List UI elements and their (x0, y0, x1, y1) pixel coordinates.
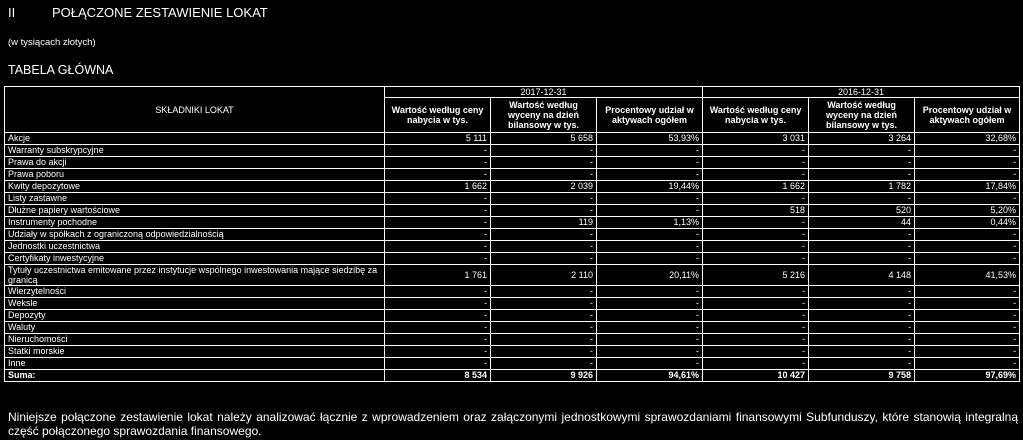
row-value: - (703, 253, 809, 265)
row-value: 19,44% (597, 181, 703, 193)
table-title: TABELA GŁÓWNA (8, 63, 114, 77)
section-heading (8, 5, 268, 20)
row-value: - (597, 322, 703, 334)
row-value: 8 534 (385, 370, 491, 382)
row-value: - (915, 241, 1020, 253)
row-value: - (809, 145, 915, 157)
row-value: - (385, 229, 491, 241)
row-value: - (703, 358, 809, 370)
row-value: 97,69% (915, 370, 1020, 382)
unit-note: (w tysiącach złotych) (8, 37, 96, 48)
section-title: POŁĄCZONE ZESTAWIENIE LOKAT (52, 5, 268, 20)
table-row (5, 310, 1020, 322)
row-value: - (385, 145, 491, 157)
row-value: 1 662 (703, 181, 809, 193)
row-label: Statki morskie (5, 346, 385, 358)
row-label: Udziały w spółkach z ograniczoną odpowiedzialnością (5, 229, 385, 241)
row-value: - (385, 193, 491, 205)
row-value: - (491, 229, 597, 241)
row-value: - (385, 346, 491, 358)
row-value: - (597, 229, 703, 241)
row-value: - (597, 298, 703, 310)
row-value: 119 (491, 217, 597, 229)
row-value: - (597, 193, 703, 205)
row-value: 32,68% (915, 133, 1020, 145)
investments-table (4, 86, 1020, 382)
table-row (5, 265, 1020, 286)
row-value: - (385, 358, 491, 370)
row-value: - (385, 241, 491, 253)
col-header-valuation: Wartość według wyceny na dzień bilansowy w tys. (809, 98, 915, 133)
table-row (5, 133, 1020, 145)
row-value: 1,13% (597, 217, 703, 229)
row-value: - (915, 298, 1020, 310)
row-value: - (385, 334, 491, 346)
row-value: - (915, 193, 1020, 205)
row-value: - (491, 322, 597, 334)
period-header-2016: 2016-12-31 (703, 87, 1020, 98)
row-value: - (597, 169, 703, 181)
row-value: 41,53% (915, 265, 1020, 286)
col-header-valuation: Wartość według wyceny na dzień bilansowy w tys. (491, 98, 597, 133)
col-header-share: Procentowy udział w aktywach ogółem (915, 98, 1020, 133)
row-value: 53,93% (597, 133, 703, 145)
row-value: - (597, 253, 703, 265)
table-row (5, 217, 1020, 229)
row-value: - (385, 205, 491, 217)
row-value: - (491, 241, 597, 253)
row-value: - (491, 298, 597, 310)
row-value: - (915, 334, 1020, 346)
row-value: 3 264 (809, 133, 915, 145)
row-value: - (703, 193, 809, 205)
col-header-share: Procentowy udział w aktywach ogółem (597, 98, 703, 133)
row-value: 5 111 (385, 133, 491, 145)
row-value: - (597, 334, 703, 346)
row-value: 5 658 (491, 133, 597, 145)
table-row (5, 298, 1020, 310)
row-value: - (703, 229, 809, 241)
row-label: Depozyty (5, 310, 385, 322)
row-value: - (597, 358, 703, 370)
row-value: - (915, 310, 1020, 322)
row-label: Prawa poboru (5, 169, 385, 181)
row-value: - (597, 145, 703, 157)
row-value: - (809, 157, 915, 169)
row-value: - (703, 157, 809, 169)
component-header: SKŁADNIKI LOKAT (5, 87, 385, 133)
row-value: 518 (703, 205, 809, 217)
row-label: Jednostki uczestnictwa (5, 241, 385, 253)
row-label: Waluty (5, 322, 385, 334)
row-label: Akcje (5, 133, 385, 145)
row-value: - (491, 286, 597, 298)
row-label: Inne (5, 358, 385, 370)
row-value: - (703, 145, 809, 157)
row-label: Dłużne papiery wartościowe (5, 205, 385, 217)
row-label: Weksle (5, 298, 385, 310)
row-value: 44 (809, 217, 915, 229)
table-row (5, 205, 1020, 217)
row-label: Wierzytelności (5, 286, 385, 298)
row-value: - (809, 241, 915, 253)
row-value: - (809, 193, 915, 205)
row-value: - (597, 241, 703, 253)
table-row (5, 322, 1020, 334)
row-value: 9 758 (809, 370, 915, 382)
table-row (5, 253, 1020, 265)
row-value: - (703, 286, 809, 298)
row-value: - (385, 286, 491, 298)
table-row (5, 145, 1020, 157)
table-row (5, 358, 1020, 370)
row-value: - (915, 145, 1020, 157)
row-value: - (703, 346, 809, 358)
row-value: - (915, 229, 1020, 241)
table-row (5, 181, 1020, 193)
row-value: - (491, 169, 597, 181)
row-value: 1 782 (809, 181, 915, 193)
row-value: 4 148 (809, 265, 915, 286)
row-value: 0,44% (915, 217, 1020, 229)
sum-row (5, 370, 1020, 382)
col-header-cost: Wartość według ceny nabycia w tys. (703, 98, 809, 133)
row-value: - (809, 310, 915, 322)
table-body (5, 133, 1020, 382)
row-value: 5,20% (915, 205, 1020, 217)
table-row (5, 334, 1020, 346)
row-value: 1 662 (385, 181, 491, 193)
row-value: - (809, 358, 915, 370)
row-value: 20,11% (597, 265, 703, 286)
row-value: 1 761 (385, 265, 491, 286)
row-value: - (491, 310, 597, 322)
table-row (5, 241, 1020, 253)
row-label: Certyfikaty inwestycyjne (5, 253, 385, 265)
row-value: - (809, 346, 915, 358)
row-value: - (491, 205, 597, 217)
row-value: 10 427 (703, 370, 809, 382)
row-value: 94,61% (597, 370, 703, 382)
row-value: - (915, 157, 1020, 169)
row-value: 17,84% (915, 181, 1020, 193)
row-label: Suma: (5, 370, 385, 382)
row-value: - (703, 322, 809, 334)
row-value: - (703, 310, 809, 322)
row-value: - (491, 346, 597, 358)
row-value: - (809, 229, 915, 241)
row-value: - (703, 241, 809, 253)
footnote: Niniejsze połączone zestawienie lokat należy analizować łącznie z wprowadzeniem oraz załączonymi jednostkowymi sprawozdaniami finansowymi Subfunduszy, które stanowią integralną część połączonego sprawozdania finansowego. (8, 410, 1018, 438)
row-label: Prawa do akcji (5, 157, 385, 169)
row-value: - (809, 169, 915, 181)
row-value: - (491, 157, 597, 169)
row-value: - (915, 253, 1020, 265)
row-value: - (385, 157, 491, 169)
row-value: - (385, 322, 491, 334)
row-label: Instrumenty pochodne (5, 217, 385, 229)
row-value: 5 216 (703, 265, 809, 286)
row-value: 520 (809, 205, 915, 217)
row-value: - (809, 334, 915, 346)
row-value: - (915, 322, 1020, 334)
row-value: - (915, 346, 1020, 358)
row-value: - (385, 169, 491, 181)
row-label: Nieruchomości (5, 334, 385, 346)
table-row (5, 346, 1020, 358)
row-value: - (915, 358, 1020, 370)
row-value: - (809, 253, 915, 265)
row-label: Warranty subskrypcyjne (5, 145, 385, 157)
table-row (5, 193, 1020, 205)
row-value: - (703, 334, 809, 346)
row-value: - (597, 346, 703, 358)
row-value: - (385, 298, 491, 310)
row-value: - (491, 334, 597, 346)
row-value: - (491, 358, 597, 370)
period-header-2017: 2017-12-31 (385, 87, 703, 98)
row-value: - (915, 169, 1020, 181)
row-label: Listy zastawne (5, 193, 385, 205)
row-value: - (491, 145, 597, 157)
row-value: - (703, 298, 809, 310)
row-value: - (809, 322, 915, 334)
row-value: - (703, 217, 809, 229)
row-value: - (597, 157, 703, 169)
table-row (5, 229, 1020, 241)
table-row (5, 286, 1020, 298)
row-value: 3 031 (703, 133, 809, 145)
section-number: II (8, 5, 16, 20)
row-value: 9 926 (491, 370, 597, 382)
row-value: - (385, 310, 491, 322)
row-value: 2 110 (491, 265, 597, 286)
row-value: - (703, 169, 809, 181)
row-value: - (385, 253, 491, 265)
row-label: Tytuły uczestnictwa emitowane przez instytucje wspólnego inwestowania mające siedzibę za granicą (5, 265, 385, 286)
row-value: - (915, 286, 1020, 298)
row-value: - (809, 286, 915, 298)
table-row (5, 157, 1020, 169)
row-value: - (491, 193, 597, 205)
row-value: - (809, 298, 915, 310)
row-value: 2 039 (491, 181, 597, 193)
row-value: - (385, 217, 491, 229)
row-label: Kwity depozytowe (5, 181, 385, 193)
col-header-cost: Wartość według ceny nabycia w tys. (385, 98, 491, 133)
row-value: - (597, 205, 703, 217)
row-value: - (597, 310, 703, 322)
row-value: - (597, 286, 703, 298)
table-row (5, 169, 1020, 181)
row-value: - (491, 253, 597, 265)
